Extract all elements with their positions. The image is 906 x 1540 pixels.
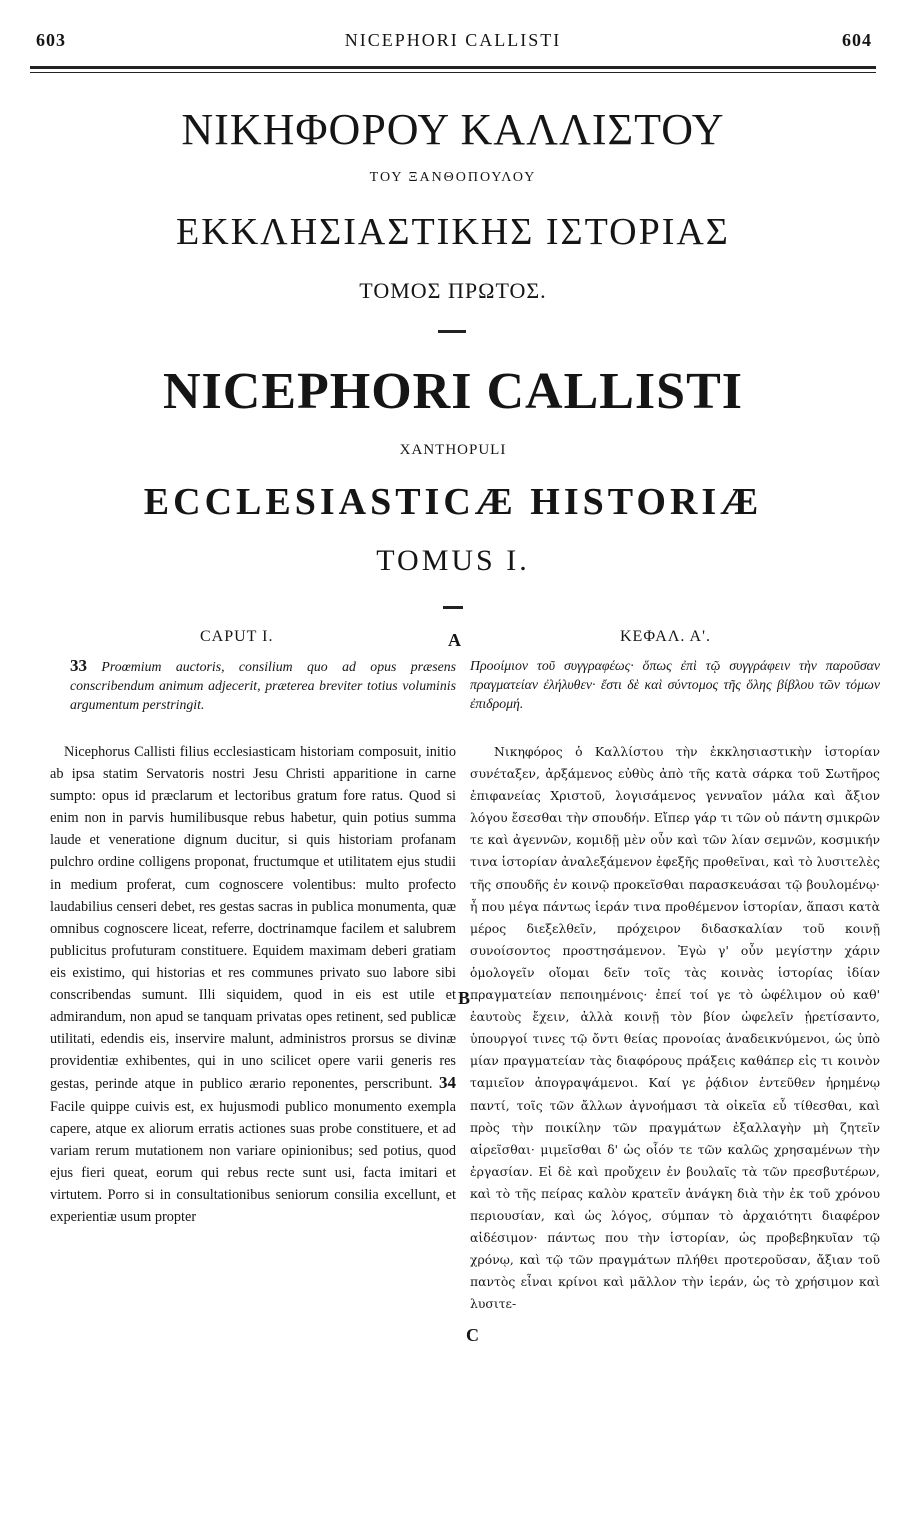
running-title: NICEPHORI CALLISTI xyxy=(344,30,562,50)
latin-author-title: NICEPHORI CALLISTI xyxy=(162,363,744,420)
column-number-34: 34 xyxy=(439,1073,456,1093)
greek-author-title: ΝΙΚΗΦΟΡΟΥ ΚΑΛΛΙΣΤΟΥ xyxy=(181,105,725,154)
margin-letter-a: A xyxy=(448,630,461,650)
margin-letter-c: C xyxy=(466,1325,479,1345)
latin-author-subtitle: XANTHOPULI xyxy=(399,442,507,458)
section-divider xyxy=(443,606,463,609)
margin-letter-b: B xyxy=(458,988,471,1008)
latin-chapter-heading: CAPUT I. xyxy=(200,628,274,645)
latin-text-column xyxy=(50,741,456,1228)
latin-summary xyxy=(70,656,456,714)
greek-text-column: Νικηφόρος ὁ Καλλίστου τὴν ἐκκλησιαστικὴν ἱστορίαν συνέταξεν, ἀρξάμενος εὐθὺς ἀπὸ τῆς κατὰ σάρκα τοῦ Σωτῆρος ἐπιφανείας Χριστοῦ, λογισάμενος γενναῖον μάλα καὶ ἄξιον λόγου ἔσεσθαι τὴν σπουδήν. Εἴπερ γάρ τι τῶν οὐ πάντη σμικρῶν τε καὶ ἀγεννῶν, κομιδῇ μὲν οὖν καὶ τῶν λίαν σεμνῶν, κοσμικήν τινα ἱστορίαν ἀναλεξάμενον ἐφεξῆς προθεῖναι, καὶ τὸ λυσιτελὲς τῆς σπουδῆς ἐν κοινῷ προκεῖσθαι παρασκευάσαι τῷ βουλομένῳ· ἦ που μέγα πάντως ἱεράν τινα προθέμενον ἱστορίαν, ἅπασι κατὰ μέρος διεξελθεῖν, πρόχειρον διδασκαλίαν τοῦ κοινῇ συνοίσοντος προστησάμενον. Ἐγὼ γ' οὖν μεγίστην χάριν ὁμολογεῖν οἴομαι δεῖν τοῖς τὰς κοινὰς ἱστορίας ἰδίαν πραγματείαν πεποιημένοις· ἐπεί τοί γε τὸ ὠφέλιμον οὐ καθ' ἑαυτοὺς ἔχειν, ἀλλὰ κοινῇ τὸν βίον ὠφελεῖν ᾑρετίσαντο, ὑπουργοί τινες τῷ ὄντι θείας προνοίας ἀναδεικνύμενοι, ὡς ὑπὸ μίαν πραγματείαν τὰς διαφόρους πράξεις καθάπερ εἰς τι κοινὸν ταμιεῖον ἀπογραψάμενοι. Καί γε ῥᾴδιον ἐντεῦθεν ἡρημένῳ παντί, τοῖς τῶν ἄλλων ἀγνοήμασι τὰ οἰκεῖα εὖ τίθεσθαι, καὶ πρὸς τὴν ποικίλην τῶν πραγμάτων ἐξαλλαγὴν μὴ ζητεῖν αἱρεῖσθαι· μιμεῖσθαι δ' ὡς οἷόν τε τῶν καλῶς χρησαμένων τὴν ἐργασίαν. Εἰ δὲ καὶ προὔχειν ἐν βουλαῖς τὰ τῶν πρεσβυτέρων, καὶ τὸ τῆς πείρας καλὸν κρατεῖν ἀνάγκη διὰ τὴν ἐκ τοῦ χρόνου περιουσίαν, καὶ ὡς λόγος, σύμπαν τὸ ἀρχαιότητι διαφέρον αἰδέσιμον· πάντως που τὴν ἱστορίαν, ὡς προβεβηκυῖαν τῷ χρόνῳ, καὶ τῷ τῶν πραγμάτων πλήθει προτεροῦσαν, ἄξιαν τοῦ παντὸς εἶναι κρίνοι καὶ μᾶλλον τὴν ἱεράν, ὡς τὸ χρήσιμον καὶ λυσιτε- xyxy=(470,744,880,1312)
column-number-33: 33 xyxy=(70,656,87,675)
latin-work-title: ECCLESIASTICÆ HISTORIÆ xyxy=(143,481,763,523)
greek-work-title: ΕΚΚΛΗΣΙΑΣΤΙΚΗΣ ΙΣΤΟΡΙΑΣ xyxy=(176,211,730,253)
greek-volume-title: ΤΟΜΟΣ ΠΡΩΤΟΣ. xyxy=(359,278,547,303)
header-rule-thin xyxy=(30,72,876,73)
header-rule xyxy=(30,66,876,69)
latin-volume-title: TOMUS I. xyxy=(376,544,530,577)
page-number-left: 603 xyxy=(36,30,66,50)
greek-chapter-heading: ΚΕΦΑΛ. Α'. xyxy=(620,628,711,645)
latin-paragraph-part-1: Nicephorus Callisti filius ecclesiasticam historiam composuit, initio ab ipsa statim Servatoris nostri Jesu Christi apparitione in carne sumpto: opus id præclarum et lectoribus gratum fore ratus. Quod si enim non in parvis humilibusque rebus habetur, quin potius summa laude et veneratione dignum ducitur, si quis historiam profanam pulchro ordine colligens proponat, fructumque et utilitatem ejus studii in medium proferat, cum cognoscere volentibus: multo profecto laudabilius censeri debet, res gestas sacras in publica monumenta, quæ omnibus cognoscere liceat, referre, doctrinamque facilem et salubrem publicitus profuturam constituere. Equidem maximam deberi gratiam eis existimo, qui historias et res communes privato suo labore sibi conscribendas sumunt. Illi siquidem, quod in eis est utile et admirandum, non apud se tanquam privatas opes retinent, sed publicæ utilitati, edendis eis, inservire malunt, administros prorsus se divinæ providentiæ exhibentes, qui in uno scilicet opere varii generis res gestas, perinde atque in publico ærario reponentes, perscribunt. xyxy=(50,744,456,1093)
latin-paragraph-part-2: Facile quippe cuivis est, ex hujusmodi publico monumento exempla capere, atque ex aliorum erratis actiones suas probe constituere, et ad variam rerum mutationem non variare opinionibus; sed potius, quod ejus fieri queat, eorum qui rebus recte sunt usi, facta imitari et virtutem. Porro si in consultationibus seniorum consilia excellunt, et experientiæ usum propter xyxy=(50,1098,456,1225)
latin-summary-text: Proœmium auctoris, consilium quo ad opus præsens conscribendum animum adjecerit, præterea breviter totius voluminis argumentum perstringit. xyxy=(70,659,456,712)
greek-summary: Προοίμιον τοῦ συγγραφέως· ὅπως ἐπὶ τῷ συγγράφειν τὴν παροῦσαν πραγματείαν ἐλήλυθεν· ἔστι δὲ καὶ σύντομος τῆς ὅλης βίβλου τῶν τόμων ἐπιδρομή. xyxy=(470,658,880,711)
title-divider xyxy=(438,330,466,333)
page-number-right: 604 xyxy=(842,30,872,50)
greek-author-subtitle: ΤΟΥ ΞΑΝΘΟΠΟΥΛΟΥ xyxy=(369,170,537,185)
